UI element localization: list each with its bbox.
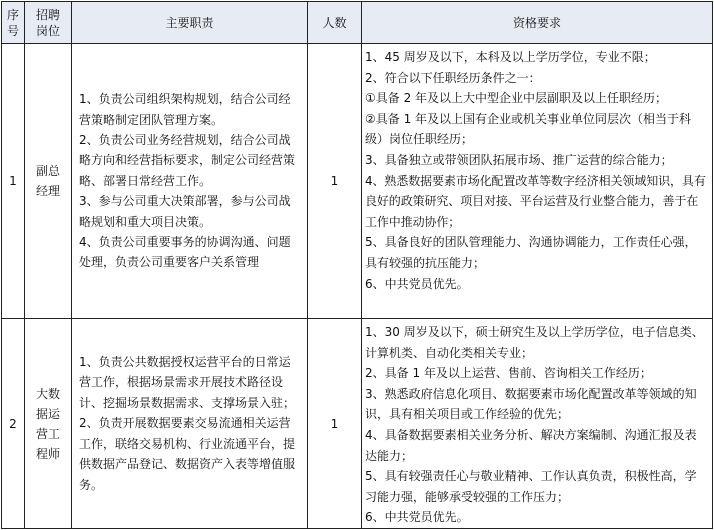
- requirement-item: ①具备 2 年及以上大中型企业中层副职及以上任职经历；: [365, 91, 668, 106]
- table-row: [2, 319, 713, 529]
- header-count: 人数: [308, 2, 362, 44]
- requirement-item: 3、熟悉政府信息化项目、数据要素市场化配置改革等领域的知识，具有相关项目或工作经验的优先；: [365, 386, 697, 422]
- duty-item: 2、负责开展数据要素交易流通相关运营工作，联络交易机构、行业流通平台，提供数据产品登记、数据资产入表等增值服务。: [79, 416, 296, 492]
- duty-item: 2、负责公司业务经营规划，结合公司战略方向和经营指标要求，制定公司经营策略、部署日常经营工作。: [79, 132, 296, 188]
- requirement-item: 6、中共党员优先。: [365, 510, 469, 525]
- requirement-item: 4、具备数据要素相关业务分析、解决方案编制、沟通汇报及表达能力；: [365, 427, 697, 463]
- row-count: 1: [308, 44, 362, 319]
- row-position-text: 大数据运营工程师: [35, 386, 60, 461]
- header-position: 招聘岗位: [25, 2, 72, 44]
- row-requirements: [362, 319, 713, 529]
- row-count: 1: [308, 319, 362, 529]
- header-row: [2, 2, 713, 44]
- row-position: [25, 44, 72, 319]
- duty-item: 1、负责公共数据授权运营平台的日常运营工作，根据场景需求开展技术路径设计、挖掘场景数据需求、支撑场景入驻；: [79, 355, 296, 410]
- row-position-text: 副总经理: [35, 164, 60, 198]
- requirement-item: 4、熟悉数据要素市场化配置改革等数字经济相关领域知识，具有良好的政策研究、项目对接、平台运营及行业整合能力，善于在工作中推动协作；: [365, 173, 706, 229]
- requirement-item: 3、具备独立或带领团队拓展市场、推广运营的综合能力；: [365, 152, 673, 167]
- row-position: [25, 319, 72, 529]
- requirement-item: 2、符合以下任职经历条件之一：: [365, 70, 541, 85]
- requirement-item: 1、30 周岁及以下，硕士研究生及以上学历学位，电子信息类、计算机类、自动化类相关专业；: [365, 325, 704, 360]
- row-index: 2: [2, 319, 25, 529]
- duty-item: 3、参与公司重大决策部署，参与公司战略规划和重大项目决策。: [79, 194, 291, 229]
- requirement-item: ②具备 1 年及以上国有企业或机关事业单位同层次（相当于科级）岗位任职经历；: [365, 111, 692, 147]
- row-duties: [72, 319, 308, 529]
- header-requirements: 资格要求: [362, 2, 713, 44]
- requirement-item: 1、45 周岁及以下，本科及以上学历学位，专业不限；: [365, 50, 656, 64]
- duty-item: 4、负责公司重要事务的协调沟通、问题处理，负责公司重要客户关系管理: [79, 235, 291, 270]
- requirement-item: 5、具有较强责任心与敬业精神、工作认真负责，积极性高，学习能力强，能够承受较强的工作压力；: [365, 469, 697, 504]
- recruitment-table: [1, 1, 713, 529]
- table-row: [2, 44, 713, 319]
- requirement-item: 6、中共党员优先。: [365, 276, 469, 291]
- requirement-item: 5、具备良好的团队管理能力、沟通协调能力，工作责任心强，具有较强的抗压能力；: [365, 235, 697, 270]
- row-requirements: [362, 44, 713, 319]
- row-duties: [72, 44, 308, 319]
- row-index: 1: [2, 44, 25, 319]
- duty-item: 1、负责公司组织架构规划，结合公司经营策略制定团队管理方案。: [79, 92, 291, 127]
- requirement-item: 2、具备 1 年及以上运营、售前、咨询相关工作经历；: [365, 366, 652, 381]
- header-duties: 主要职责: [72, 2, 308, 44]
- header-index: 序号: [2, 2, 25, 44]
